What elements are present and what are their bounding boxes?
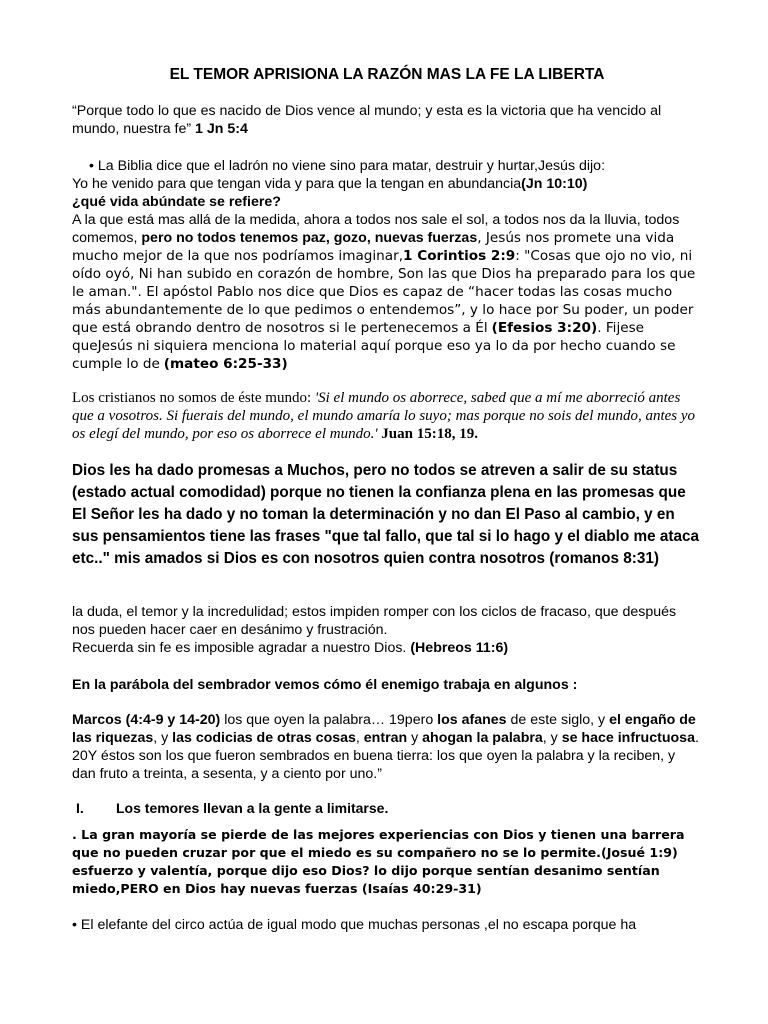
text-run: y: [407, 730, 423, 746]
paragraph-mark: [72, 711, 702, 783]
text-run: los que oyen la palabra… 19pero: [220, 712, 438, 728]
text-run: de este siglo, y: [506, 712, 610, 728]
text-run: . Fijese queJesús ni siquiera menciona lo material aquí porque eso ya lo da por hecho cuando se cumple lo de: [72, 320, 676, 372]
bold-run: las codicias de otras cosas: [172, 730, 356, 746]
text-run: ,: [355, 730, 364, 746]
quote-text: “Porque todo lo que es nacido de Dios vence al mundo; y esta es la victoria que ha vencido al mundo, nuestra fe”: [72, 103, 662, 137]
paragraph-abundant-life: [72, 211, 702, 373]
bold-run: pero no todos tenemos paz, gozo, nuevas fuerzas: [141, 230, 478, 246]
bullet-paragraph: [72, 157, 702, 211]
bible-reference: 1 Corintios 2:9: [403, 248, 516, 264]
bold-run: ahogan la palabra: [422, 730, 543, 746]
italic-quote: 'Si el mundo os aborrece, sabed que a mí me aborreció antes que a vosotros. Si fuerais del mundo, el mundo amaría lo suyo; mas porque no sois del mundo, antes yo os elegí del mundo, por eso os aborrece el mundo.': [72, 390, 696, 442]
text-run: , y: [153, 730, 173, 746]
question-line: ¿qué vida abúndate se refiere?: [72, 194, 281, 210]
quote-reference: 1 Jn 5:4: [195, 121, 248, 137]
section-numeral: I.: [76, 800, 84, 816]
bible-reference: (Hebreos 11:6): [410, 640, 509, 656]
bold-run: el engaño de las riquezas: [72, 712, 696, 746]
page-title: EL TEMOR APRISIONA LA RAZÓN MAS LA FE LA LIBERTA: [169, 66, 605, 83]
text-run: , Jesús nos promete una vida mucho mejor de la que nos podríamos imaginar,: [72, 230, 675, 264]
bible-reference: Marcos (4:4-9 y 14-20): [72, 712, 221, 728]
text-run: A la que está mas allá de la medida, ahora a todos nos sale el sol, a todos nos da la lluvia, todos comemos,: [72, 212, 680, 246]
text-run: Los cristianos no somos de éste mundo:: [72, 390, 312, 406]
bible-reference: Juan 15:18, 19.: [381, 426, 478, 442]
bullet-line-2: [72, 175, 702, 193]
bold-run: entran: [363, 730, 408, 746]
text-run: : "Cosas que ojo no vio, ni oído oyó, Ni han subido en corazón de hombre, Son las que Dios ha preparado para los que le aman.". El apóstol Pablo nos dice que Dios es capaz de “hacer todas las cosas mucho más abundantemente de lo que pedimos o entendemos”, y lo hace por Su poder, un poder que está obrando dentro de nosotros si le pertenecemos a Él: [72, 248, 696, 336]
paragraph-john-quote: [72, 389, 702, 443]
text-run: la duda, el temor y la incredulidad; estos impiden romper con los ciclos de fracaso, que después nos pueden hacer caer en desánimo y frustración.: [72, 604, 677, 638]
bullet-line: • La Biblia dice que el ladrón no viene sino para matar, destruir y hurtar,Jesús dijo:: [89, 158, 606, 174]
text-run: , y: [542, 730, 562, 746]
bible-reference: (Efesios 3:20): [491, 320, 598, 336]
paragraph-sower: En la parábola del sembrador vemos cómo él enemigo trabaja en algunos :: [72, 677, 578, 693]
paragraph-fear-barrier: . La gran mayoría se pierde de las mejores experiencias con Dios y tienen una barrera que no pueden cruzar por que el miedo es su compañero no se lo permite.(Josué 1:9) esfuerzo y valentía, porque dijo eso Dios? lo dijo porque sentían desanimo sentían miedo,PERO en Dios hay nuevas fuerzas (Isaías 40:29-31): [72, 827, 685, 896]
bold-run: los afanes: [437, 712, 507, 728]
opening-quote: [72, 102, 702, 138]
bold-run: se hace infructuosa: [561, 730, 695, 746]
text-run: Recuerda sin fe es imposible agradar a nuestro Dios.: [72, 640, 407, 656]
bullet-reference: (Jn 10:10): [521, 176, 588, 192]
paragraph-doubt: [72, 603, 702, 657]
bullet-line-2-text: Yo he venido para que tengan vida y para que la tengan en abundancia: [72, 176, 522, 192]
bible-reference: (mateo 6:25-33): [163, 356, 288, 372]
section-heading: Los temores llevan a la gente a limitarse.: [116, 800, 389, 816]
text-run: . 20Y éstos son los que fueron sembrados en buena tierra: los que oyen la palabra y la reciben, y dan fruto a treinta, a sesenta, y a ciento por uno.”: [72, 730, 699, 782]
paragraph-elephant: • El elefante del circo actúa de igual modo que muchas personas ,el no escapa porque ha: [72, 917, 637, 933]
paragraph-promises: Dios les ha dado promesas a Muchos, pero no todos se atreven a salir de su status (estado actual comodidad) porque no tienen la confianza plena en las promesas que El Señor les ha dado y no toman la determinación y no dan El Paso al cambio, y en sus pensamientos tiene las frases "que tal fallo, que tal si lo hago y el diablo me ataca etc.." mis amados si Dios es con nosotros quien contra nosotros (romanos 8:31): [72, 462, 699, 567]
